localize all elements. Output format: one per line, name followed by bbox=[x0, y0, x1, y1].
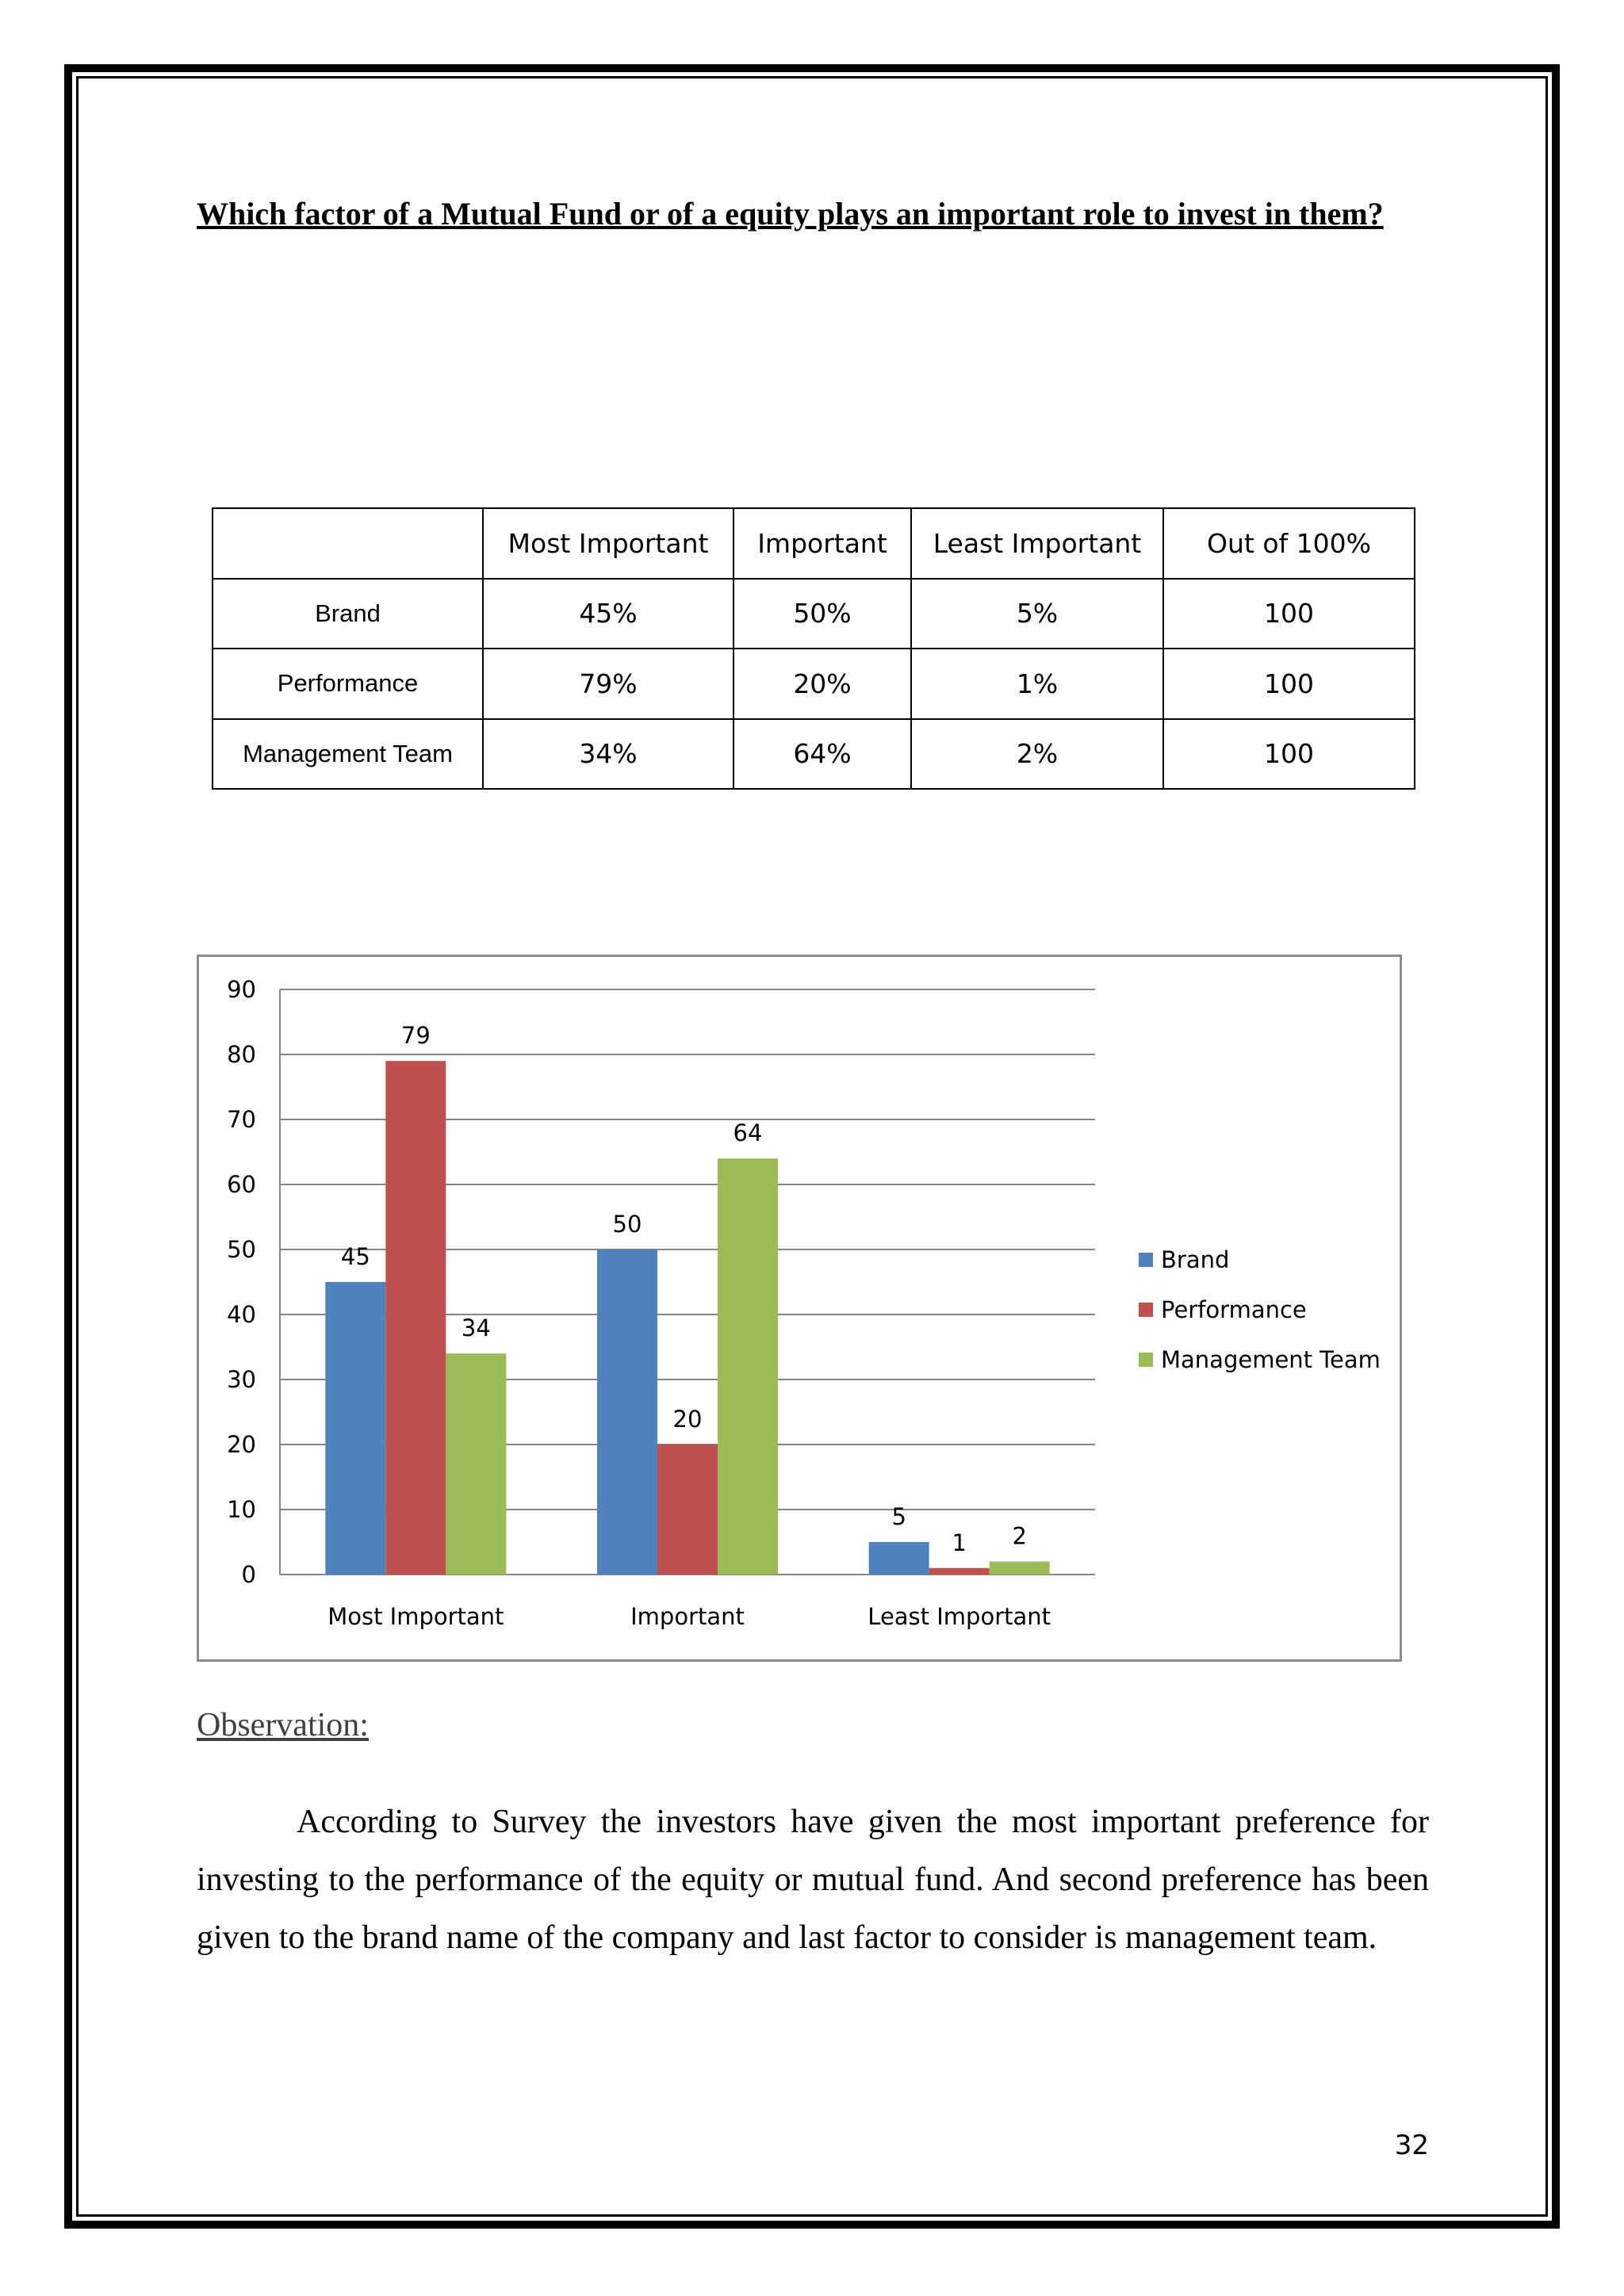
observation-text: According to Survey the investors have given the most important preference for investing to the performance of the equity or mutual fund. And second preference has been given to the brand name of the company and last factor to consider is management team. bbox=[197, 1804, 1429, 1956]
x-tick-label: Most Important bbox=[327, 1603, 504, 1630]
survey-table bbox=[212, 507, 1415, 790]
x-tick-label: Least Important bbox=[868, 1603, 1051, 1630]
legend-swatch bbox=[1139, 1253, 1153, 1267]
y-tick-label: 70 bbox=[227, 1106, 256, 1133]
table-cell: 79% bbox=[483, 649, 733, 719]
data-label: 5 bbox=[891, 1503, 906, 1530]
data-label: 50 bbox=[612, 1211, 642, 1238]
y-tick-label: 0 bbox=[241, 1561, 256, 1588]
x-tick-label: Important bbox=[630, 1603, 745, 1630]
y-tick-label: 40 bbox=[227, 1301, 256, 1328]
table-row-label: Brand bbox=[213, 579, 483, 649]
table-cell: 2% bbox=[911, 719, 1163, 790]
data-label: 34 bbox=[461, 1314, 491, 1342]
data-label: 2 bbox=[1012, 1522, 1027, 1550]
table-cell: 100 bbox=[1163, 649, 1415, 719]
bar-brand bbox=[325, 1282, 385, 1575]
data-label: 20 bbox=[672, 1406, 703, 1433]
table-cell: 50% bbox=[733, 579, 911, 649]
table-cell: 34% bbox=[483, 719, 733, 790]
bar-performance bbox=[929, 1568, 990, 1575]
table-cell: 5% bbox=[911, 579, 1163, 649]
table-cell: 100 bbox=[1163, 719, 1415, 790]
bar-management-team bbox=[990, 1562, 1050, 1575]
table-cell: 100 bbox=[1163, 579, 1415, 649]
table-header-cell: Most Important bbox=[483, 508, 733, 579]
table-header-cell: Least Important bbox=[911, 508, 1163, 579]
y-tick-label: 90 bbox=[227, 976, 256, 1003]
bar-brand bbox=[597, 1249, 657, 1575]
table-cell: 20% bbox=[733, 649, 911, 719]
y-tick-label: 20 bbox=[227, 1431, 256, 1458]
table-row bbox=[213, 579, 1415, 649]
y-tick-label: 10 bbox=[227, 1496, 256, 1523]
page-title: Which factor of a Mutual Fund or of a equity plays an important role to invest in them? bbox=[197, 196, 1384, 232]
chart-container bbox=[197, 955, 1402, 1662]
bar-chart bbox=[199, 957, 1400, 1659]
bar-management-team bbox=[446, 1353, 506, 1575]
table-row bbox=[213, 649, 1415, 719]
y-tick-label: 30 bbox=[227, 1366, 256, 1393]
legend-label: Performance bbox=[1161, 1296, 1307, 1323]
legend-swatch bbox=[1139, 1353, 1153, 1367]
table-row bbox=[213, 719, 1415, 790]
bar-brand bbox=[869, 1542, 929, 1575]
data-label: 45 bbox=[340, 1243, 370, 1270]
page-number: 32 bbox=[1394, 2130, 1429, 2161]
y-tick-label: 60 bbox=[227, 1171, 256, 1198]
legend-label: Management Team bbox=[1161, 1346, 1381, 1373]
table-row-label: Management Team bbox=[213, 719, 483, 790]
legend-swatch bbox=[1139, 1303, 1153, 1317]
table-header-cell: Important bbox=[733, 508, 911, 579]
data-label: 64 bbox=[733, 1119, 763, 1147]
table-header-row bbox=[213, 508, 1415, 579]
bar-performance bbox=[657, 1445, 718, 1575]
bar-management-team bbox=[718, 1158, 778, 1575]
data-label: 1 bbox=[952, 1529, 967, 1556]
table-cell: 45% bbox=[483, 579, 733, 649]
table-cell: 1% bbox=[911, 649, 1163, 719]
y-tick-label: 80 bbox=[227, 1041, 256, 1068]
observation-heading: Observation: bbox=[197, 1707, 369, 1743]
table-cell: 64% bbox=[733, 719, 911, 790]
y-tick-label: 50 bbox=[227, 1236, 256, 1263]
bar-performance bbox=[385, 1061, 446, 1575]
table-header-cell bbox=[213, 508, 483, 579]
legend-label: Brand bbox=[1161, 1246, 1230, 1273]
table-row-label: Performance bbox=[213, 649, 483, 719]
data-label: 79 bbox=[400, 1022, 431, 1050]
table-header-cell: Out of 100% bbox=[1163, 508, 1415, 579]
